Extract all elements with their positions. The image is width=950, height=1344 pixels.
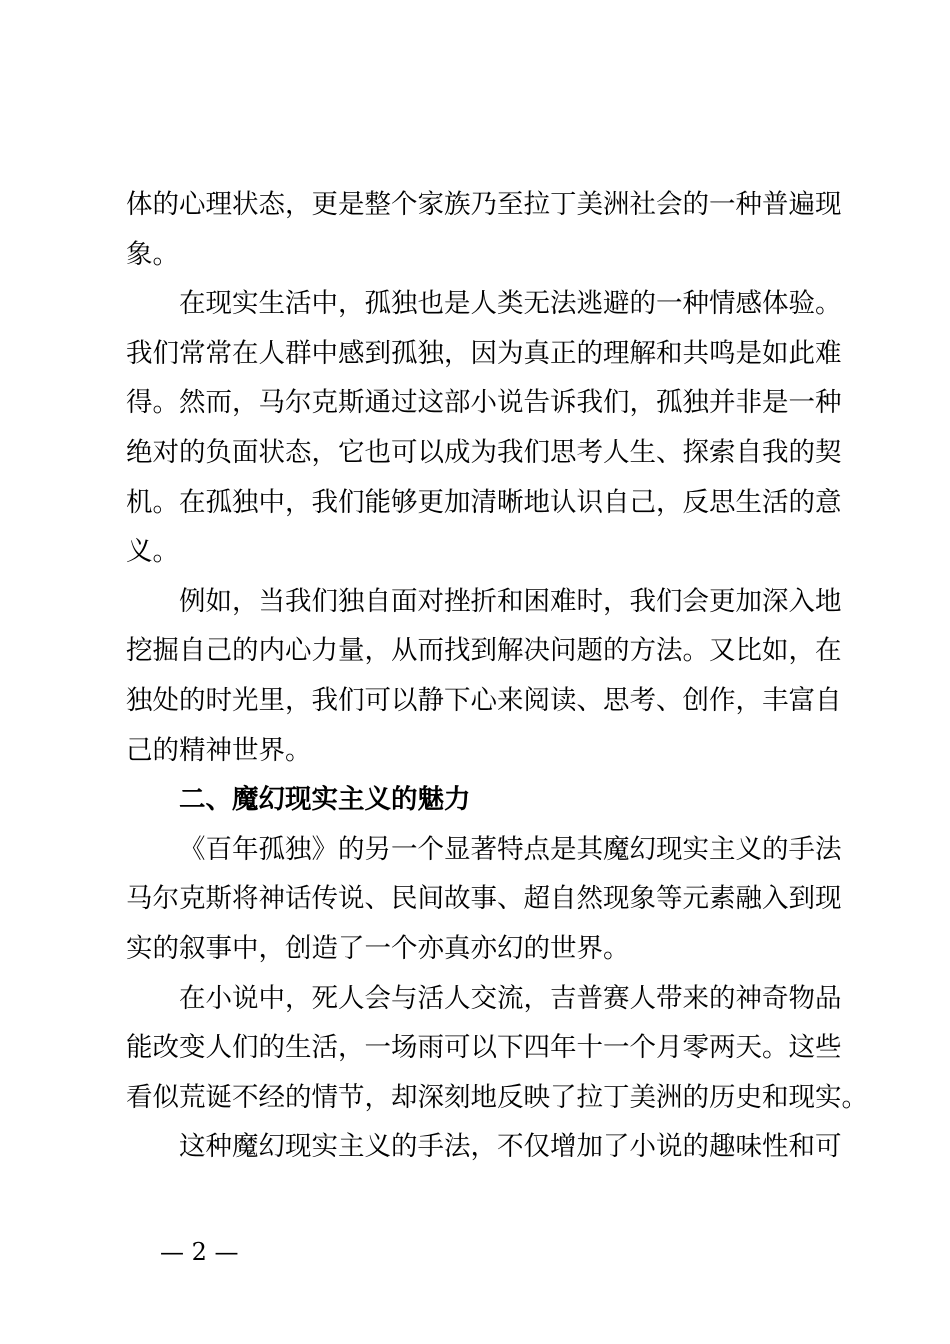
section-heading: 二、魔幻现实主义的魅力 — [179, 784, 471, 816]
document-body — [126, 180, 868, 1172]
text-line: 马尔克斯将神话传说、民间故事、超自然现象等元素融入到现 — [126, 883, 842, 915]
text-line: 义。 — [126, 536, 179, 568]
text-line: 《百年孤独》的另一个显著特点是其魔幻现实主义的手法 — [179, 833, 842, 865]
text-line: 我们常常在人群中感到孤独，因为真正的理解和共鸣是如此难 — [126, 337, 842, 369]
text-line: 象。 — [126, 238, 179, 270]
page-number: — 2 — — [160, 1238, 239, 1266]
text-line: 例如，当我们独自面对挫折和困难时，我们会更加深入地 — [179, 585, 842, 617]
text-line: 己的精神世界。 — [126, 734, 312, 766]
text-line: 看似荒诞不经的情节，却深刻地反映了拉丁美洲的历史和现实。 — [126, 1081, 868, 1113]
text-line: 挖掘自己的内心力量，从而找到解决问题的方法。又比如，在 — [126, 635, 842, 667]
text-line: 在现实生活中，孤独也是人类无法逃避的一种情感体验。 — [179, 288, 842, 320]
text-line: 绝对的负面状态，它也可以成为我们思考人生、探索自我的契 — [126, 436, 842, 468]
text-line: 这种魔幻现实主义的手法，不仅增加了小说的趣味性和可 — [179, 1131, 842, 1163]
text-line: 实的叙事中，创造了一个亦真亦幻的世界。 — [126, 932, 630, 964]
text-line: 能改变人们的生活，一场雨可以下四年十一个月零两天。这些 — [126, 1032, 842, 1064]
text-line: 在小说中，死人会与活人交流，吉普赛人带来的神奇物品 — [179, 982, 842, 1014]
text-line: 独处的时光里，我们可以静下心来阅读、思考、创作，丰富自 — [126, 684, 842, 716]
text-line: 体的心理状态，更是整个家族乃至拉丁美洲社会的一种普遍现 — [126, 189, 842, 220]
text-line: 得。然而，马尔克斯通过这部小说告诉我们，孤独并非是一种 — [126, 387, 842, 419]
text-line: 机。在孤独中，我们能够更加清晰地认识自己，反思生活的意 — [126, 486, 842, 518]
